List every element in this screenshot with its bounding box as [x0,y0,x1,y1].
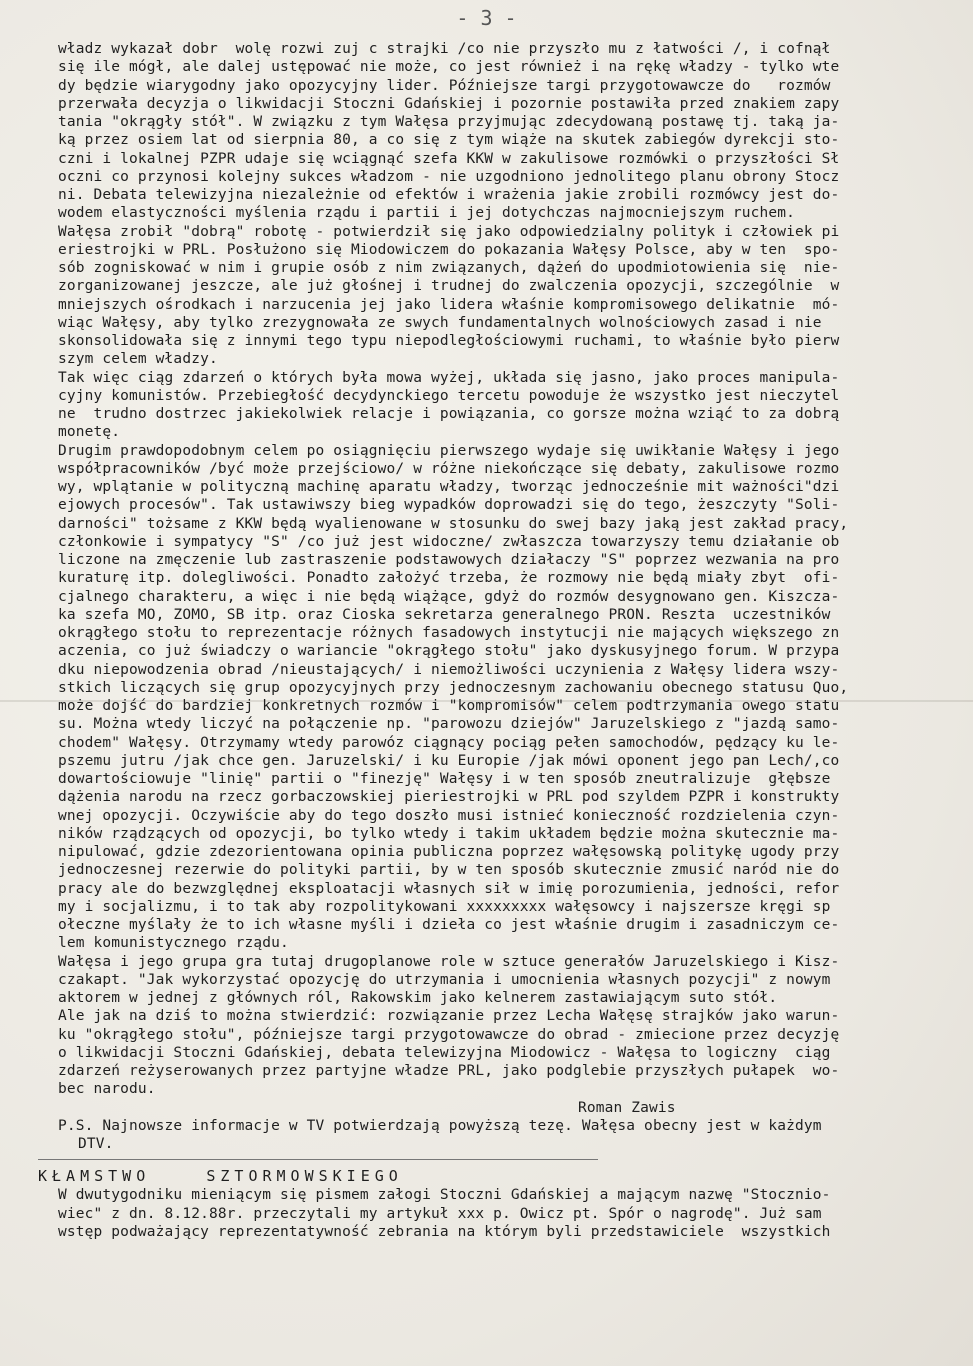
text-line: może dojść do bardziej konkretnych rozmów i "kompromisów" celem podtrzymania owego statu [58,698,840,714]
text-line: sób zogniskować w nim i grupie osób z nim związanych, dążeń do upodmiotowienia się nie- [58,260,840,276]
text-line: dążenia narodu na rzecz gorbaczowskiej pieriestrojki w PRL pod szyldem PZPR i konstrukty [58,789,840,806]
text-line: wy, wplątanie w polityczną machinę aparatu władzy, tworząc jednocześnie mit ważności"dzi [58,479,840,495]
text-line: Tak więc ciąg zdarzeń o których była mowa wyżej, układa się jasno, jako proces manipula- [58,369,840,386]
page-number: - 3 - [456,6,517,30]
text-line: Wałęsa zrobił "dobrą" robotę - potwierdził się jako odpowiedzialny polityk i człowiek pi [58,223,840,240]
text-line: darności" tożsame z KKW będą wyalienowane w stosunku do swej bazy jaką jest zakład pracy, [58,515,849,532]
text-line: wiec" z dn. 8.12.88r. przeczytali my artykuł xxx p. Owicz pt. Spór o nagrodę". Już sam [58,1205,822,1222]
section-heading: KŁAMSTWO SZTORMOWSKIEGO [38,1167,403,1186]
text-line: czni i lokalnej PZPR udaje się wciągnąć szefa KKW w zakulisowe rozmówki o przyszłości Sł [58,150,840,167]
text-line: członkowie i sympatycy "S" /co już jest widoczne/ zwłaszcza towarzyszy temu działanie ob [58,533,840,550]
text-line: Drugim prawdopodobnym celem po osiągnięciu pierwszego wydaje się uwikłanie Wałęsy i jego [58,442,840,459]
author-signature: Roman Zawis [578,1099,676,1116]
text-line: dowartościowuje "linię" partii o "finezję" Wałęsy i w ten sposób zneutralizuje głębsze [58,771,831,787]
text-line: ni. Debata telewizyjna niezależnie od efektów i wrażenia jakie zrobili rozmówcy jest do- [58,187,840,203]
text-line: o likwidacji Stoczni Gdańskiej, debata telewizyjna Miodowicz - Wałęsa to logiczny ciąg [58,1044,831,1061]
text-line: ką przez osiem lat od sierpnia 80, a co się z tym wiąże na skutek zabiegów dyrekcji sto- [58,132,840,149]
text-line: cjalnego charakteru, a więc i nie będą wiążące, gdyż do rozmów desygnowano gen. Kiszcza- [58,588,840,605]
text-line: zdarzeń reżyserowanych przez partyjne władze PRL, jako podglebie przyszłych pułapek wo- [58,1063,840,1079]
section-divider [38,1159,598,1160]
text-line: aktorem w jednej z głównych ról, Rakowskim jako kelnerem zastawiającym suto stół. [58,990,778,1006]
text-line: ołeczne myślały że to ich własne myśli i dzieła co jest właśnie drugim i zasadniczym ce- [58,917,840,933]
text-line: ku "okrągłego stołu", późniejsze targi przygotowawcze do obrad - zmiecione przez decyzję [58,1026,840,1043]
text-line: szym celem władzy. [58,351,218,368]
text-line: chodem" Wałęsy. Otrzymamy wtedy parowóz ciągnący pociąg pełen samochodów, pędzący ku le- [58,734,840,751]
text-line: się ile mógł, ale dalej ustępować nie może, co jest również i na rękę władzy - tylko wte [58,59,840,76]
text-line: aczenia, co już świadczy o wariancie "okrągłego stołu" jako dyskusyjnego forum. W przypa [58,643,840,660]
article-text [58,40,938,1099]
text-line: dku niepowodzenia obrad /nieustających/ i niemożliwości uczynienia z Wałęsy lidera wszy- [58,661,840,678]
text-line: W dwutygodniku mieniącym się pismem załogi Stoczni Gdańskiej a mającym nazwę "Stocznio- [58,1187,831,1204]
text-line: stkich liczących się grup opozycyjnych przy jednoczesnym zachowaniu obecnego statusu Quo, [58,679,849,696]
text-line: mniejszych ośrodkach i narzucenia jej jako lidera właśnie kompromisowego delikatnie mó- [58,296,840,313]
section-text [58,1186,938,1241]
text-line: dy będzie wiarygodny jako opozycyjny lider. Późniejsze targi przygotowawcze do rozmów [58,77,831,94]
text-line: tania "okrągły stół". W związku z tym Wałęsa przyjmując zdecydowaną postawę tj. taką ja- [58,114,840,130]
text-line: su. Można wtedy liczyć na połączenie np. "parowozu dziejów" Jaruzelskiego z "jazdą samo- [58,716,840,733]
text-line: my i socjalizmu, i to tak aby rozpolitykowani xxxxxxxxx wałęsowcy i najszersze kręgi sp [58,898,831,915]
text-line: władz wykazał dobr wolę rozwi zuj c strajki /co nie przyszło mu z łatwości /, i cofnął [58,41,831,57]
text-line: wodem elastyczności myślenia rządu i partii i jej dotychczas najmocniejszym ruchem. [58,205,796,222]
text-line: oczni co przynosi kolejny sukces władzom - nie uzgodniono jednolitego planu obrony Stocz [58,168,840,185]
text-line: nipulować, gdzie zdezorientowana opinia publiczna poprzez wałęsowską politykę ugody przy [58,844,840,860]
text-line: cyjny komunistów. Przebiegłość decydynckiego tercetu powoduje że wszystko jest nieczytel [58,387,840,404]
text-line: Ale jak na dziś to można stwierdzić: rozwiązanie przez Lecha Wałęsę strajków jako warun- [58,1008,840,1025]
text-line: ejowych procesów". Tak ustawiwszy bieg wypadków doprowadzi się do tego, żeszczyty "Soli- [58,497,840,514]
text-line: ników rządzących od opozycji, bo tylko wtedy i takim układem będzie można skutecznie ma- [58,825,840,842]
text-line: ka szefa MO, ZOMO, SB itp. oraz Cioska sekretarza generalnego PRON. Reszta uczestników [58,606,831,623]
text-line: okrągłego stołu to reprezentacje różnych fasadowych instytucji nie mających większego zn [58,625,840,641]
text-line: zorganizowanej jeszcze, ale już głośnej i trudnej do zwalczenia opozycji, szczególnie w [58,278,840,295]
text-line: liczone na zmęczenie lub zastraszenie podstawowych działaczy "S" poprzez wezwania na pro [58,552,840,568]
text-line: bec narodu. [58,1081,156,1098]
text-line: pszemu jutru /jak chce gen. Jaruzelski/ i ku Europie /jak mówi oponent jego pan Lech/,co [58,752,840,769]
text-line: eriestrojki w PRL. Posłużono się Miodowiczem do pokazania Wałęsy Polsce, aby w ten spo- [58,241,840,258]
text-line: współpracowników /być może przejściowo/ w różne niekończące się debaty, zakulisowe rozmo [58,460,840,477]
text-line: skonsolidowała się z innymi tego typu niepodległościowymi ruchami, to właśnie było pierw [58,333,840,349]
text-line: czakapt. "Jak wykorzystać opozycję do utrzymania i umocnienia własnych pozycji" z nowym [58,971,831,988]
text-line: pracy ale do bezwzględnej eksploatacji własnych sił w imię porozumienia, jedności, refor [58,880,840,897]
text-line: lem komunistycznego rządu. [58,935,289,952]
text-line: jednoczesnej rezerwie do polityki partii, by w ten sposób skutecznie zmusić naród nie do [58,862,840,879]
text-line: wnej opozycji. Oczywiście aby do tego doszło musi istnieć konieczność rozdzielenia czyn- [58,807,840,824]
text-line: Wałęsa i jego grupa gra tutaj drugoplanowe role w sztuce generałów Jaruzelskiego i Kisz- [58,953,840,970]
text-line: kuraturę itp. dolegliwości. Ponadto założyć trzeba, że rozmowy nie będą miały zbyt ofi- [58,570,840,587]
text-line: ne trudno dostrzec jakiekolwiek relacje i powiązania, co gorsze można wziąć to za dobrą [58,406,840,422]
text-line: przerwała decyzja o likwidacji Stoczni Gdańskiej i pozornie postawiła przed znakiem zapy [58,95,840,112]
postscript-line: P.S. Najnowsze informacje w TV potwierdzają powyższą tezę. Wałęsa obecny jest w każdym [58,1117,822,1134]
text-line: wiąc Wałęsy, aby tylko zrezygnowała ze swych fundamentalnych wolnościowych zasad i nie [58,314,822,331]
postscript-tail: DTV. [78,1136,114,1152]
text-line: wstęp podważający reprezentatywność zebrania na którym byli przedstawiciele wszystkich [58,1223,831,1240]
text-line: monetę. [58,424,121,441]
article-body [38,40,938,1241]
